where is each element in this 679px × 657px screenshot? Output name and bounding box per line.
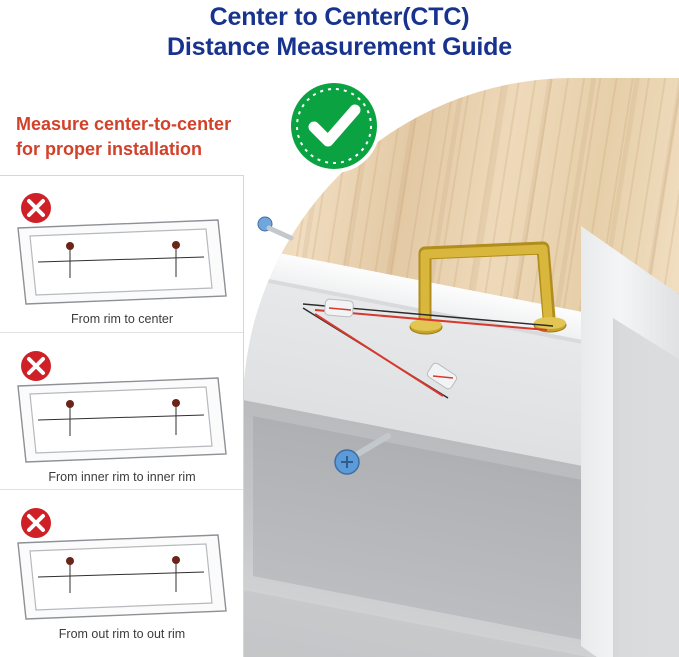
- screw-marker-left: [324, 299, 353, 317]
- check-mark-icon: [285, 77, 383, 175]
- cross-mark-icon: [18, 505, 54, 541]
- blue-screw-small-icon: [258, 217, 291, 238]
- blue-screw-icon: [335, 436, 388, 474]
- page-title: [0, 2, 679, 62]
- cross-mark-icon: [18, 190, 54, 226]
- example-caption: From out rim to out rim: [58, 627, 186, 641]
- example-inner-rim-to-inner-rim: [8, 356, 236, 484]
- example-caption: From rim to center: [70, 312, 174, 326]
- measure-note-line-2: for proper installation: [16, 139, 203, 159]
- measure-note: [16, 112, 286, 162]
- measure-note-line-1: Measure center-to-center: [16, 114, 232, 134]
- title-line-1: Center to Center(CTC): [209, 3, 470, 31]
- cross-mark-icon: [18, 348, 54, 384]
- example-divider: [0, 489, 243, 490]
- example-rim-to-center: [8, 198, 236, 326]
- example-out-rim-to-out-rim: [8, 513, 236, 641]
- example-divider: [0, 332, 243, 333]
- title-line-2: Distance Measurement Guide: [167, 33, 512, 61]
- incorrect-examples-panel: [0, 175, 244, 657]
- example-caption: From inner rim to inner rim: [48, 470, 196, 484]
- screw-marker-right: [426, 362, 458, 391]
